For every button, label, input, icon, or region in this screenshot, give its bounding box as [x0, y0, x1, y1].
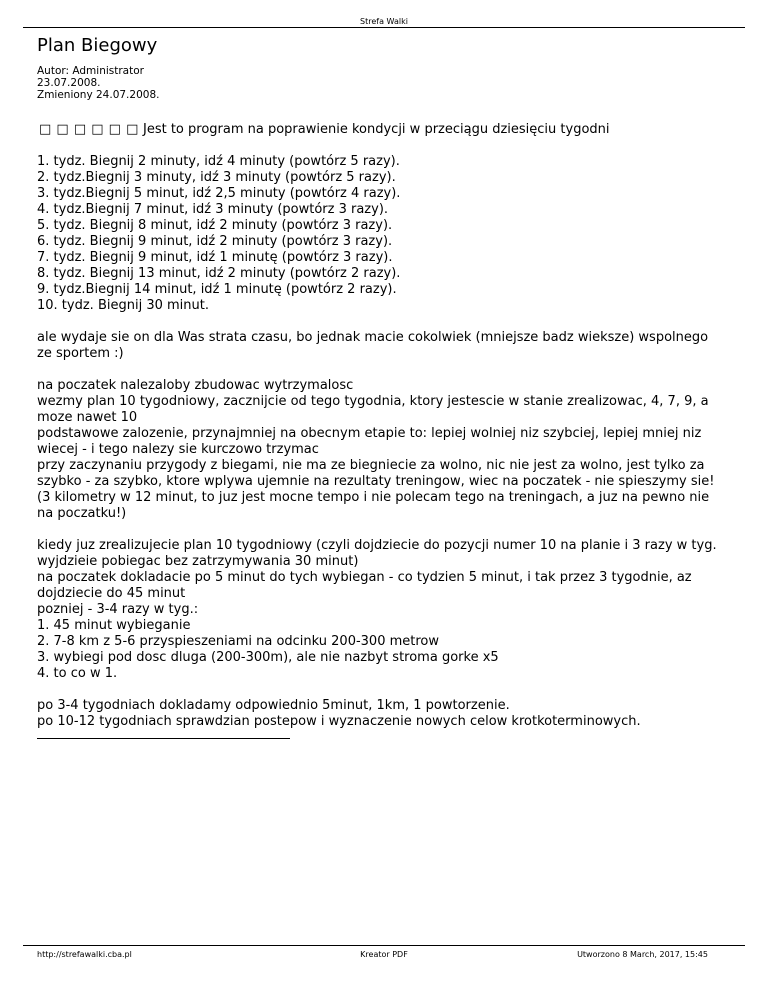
- header-rule: [23, 27, 745, 28]
- paragraph-line: szybko - za szybko, ktore wplywa ujemnie na rezultaty treningow, wiec na poczatek - nie spieszymy sie!: [37, 474, 715, 489]
- paragraph-line: po 10-12 tygodniach sprawdzian postepow i wyznaczenie nowych celow krotkoterminowych.: [37, 714, 641, 729]
- article: [37, 34, 727, 739]
- paragraph-line: ze sportem :): [37, 346, 124, 361]
- header-site-name: Strefa Walki: [360, 17, 408, 26]
- paragraph-1: [37, 330, 727, 362]
- article-date: 23.07.2008.: [37, 77, 101, 89]
- plan-item: 9. tydz.Biegnij 14 minut, idź 1 minutę (powtórz 2 razy).: [37, 282, 397, 297]
- paragraph-line: podstawowe zalozenie, przynajmniej na obecnym etapie to: lepiej wolniej niz szybciej, lepiej mniej niz: [37, 426, 702, 441]
- plan-item: 5. tydz. Biegnij 8 minut, idź 2 minuty (powtórz 3 razy).: [37, 218, 393, 233]
- plan-item: 3. tydz.Biegnij 5 minut, idź 2,5 minuty (powtórz 4 razy).: [37, 186, 401, 201]
- plan-item: 8. tydz. Biegnij 13 minut, idź 2 minuty (powtórz 2 razy).: [37, 266, 401, 281]
- paragraph-3: [37, 538, 727, 682]
- paragraph-line: pozniej - 3-4 razy w tyg.:: [37, 602, 199, 617]
- article-title: Plan Biegowy: [37, 35, 158, 56]
- article-meta: [37, 65, 727, 101]
- footer-rule: [23, 945, 745, 946]
- intro-line: [39, 122, 727, 138]
- plan-item: 6. tydz. Biegnij 9 minut, idź 2 minuty (powtórz 3 razy).: [37, 234, 393, 249]
- paragraph-line: kiedy juz zrealizujecie plan 10 tygodniowy (czyli dojdziecie do pozycji numer 10 na planie i 3 razy w tyg.: [37, 538, 717, 553]
- paragraph-line: (3 kilometry w 12 minut, to juz jest mocne tempo i nie polecam tego na treningach, a juz na pewno nie: [37, 490, 710, 505]
- paragraph-line: 4. to co w 1.: [37, 666, 118, 681]
- paragraph-line: na poczatek dokladacie po 5 minut do tych wybiegan - co tydzien 5 minut, i tak przez 3 tygodnie, az: [37, 570, 692, 585]
- paragraph-line: na poczatku!): [37, 506, 127, 521]
- paragraph-line: po 3-4 tygodniach dokladamy odpowiednio 5minut, 1km, 1 powtorzenie.: [37, 698, 510, 713]
- missing-glyph-boxes: □ □ □ □ □ □: [39, 122, 139, 137]
- footer-url-link[interactable]: http://strefawalki.cba.pl: [37, 950, 132, 959]
- plan-item: 2. tydz.Biegnij 3 minuty, idź 3 minuty (powtórz 5 razy).: [37, 170, 396, 185]
- plan-list: [37, 154, 727, 314]
- paragraph-line: 3. wybiegi pod dosc dluga (200-300m), ale nie nazbyt stroma gorke x5: [37, 650, 499, 665]
- paragraph-line: przy zaczynaniu przygody z biegami, nie ma ze biegniecie za wolno, nic nie jest za wolno, jest tylko za: [37, 458, 705, 473]
- plan-item: 1. tydz. Biegnij 2 minuty, idź 4 minuty (powtórz 5 razy).: [37, 154, 400, 169]
- paragraph-line: moze nawet 10: [37, 410, 138, 425]
- article-end-rule: [37, 738, 290, 739]
- plan-item: 4. tydz.Biegnij 7 minut, idź 3 minuty (powtórz 3 razy).: [37, 202, 389, 217]
- paragraph-line: na poczatek nalezaloby zbudowac wytrzymalosc: [37, 378, 354, 393]
- article-author: Autor: Administrator: [37, 65, 144, 77]
- intro-text: Jest to program na poprawienie kondycji w przeciągu dziesięciu tygodni: [143, 122, 610, 137]
- plan-item: 10. tydz. Biegnij 30 minut.: [37, 298, 209, 313]
- paragraph-line: 2. 7-8 km z 5-6 przyspieszeniami na odcinku 200-300 metrow: [37, 634, 440, 649]
- article-modified: Zmieniony 24.07.2008.: [37, 89, 160, 101]
- paragraph-line: 1. 45 minut wybieganie: [37, 618, 191, 633]
- footer-generator: Kreator PDF: [360, 950, 408, 959]
- paragraph-line: dojdziecie do 45 minut: [37, 586, 186, 601]
- paragraph-line: wezmy plan 10 tygodniowy, zacznijcie od tego tygodnia, ktory jestescie w stanie zrealizowac, 4, 7, 9, a: [37, 394, 709, 409]
- paragraph-line: ale wydaje sie on dla Was strata czasu, bo jednak macie cokolwiek (mniejsze badz wieksze) wspolnego: [37, 330, 709, 345]
- footer-created-date: Utworzono 8 March, 2017, 15:45: [577, 950, 708, 959]
- plan-item: 7. tydz. Biegnij 9 minut, idź 1 minutę (powtórz 3 razy).: [37, 250, 393, 265]
- paragraph-2: [37, 378, 727, 522]
- paragraph-4: [37, 698, 727, 730]
- paragraph-line: wiecej - i tego nalezy sie kurczowo trzymac: [37, 442, 319, 457]
- paragraph-line: wyjdzieie pobiegac bez zatrzymywania 30 minut): [37, 554, 359, 569]
